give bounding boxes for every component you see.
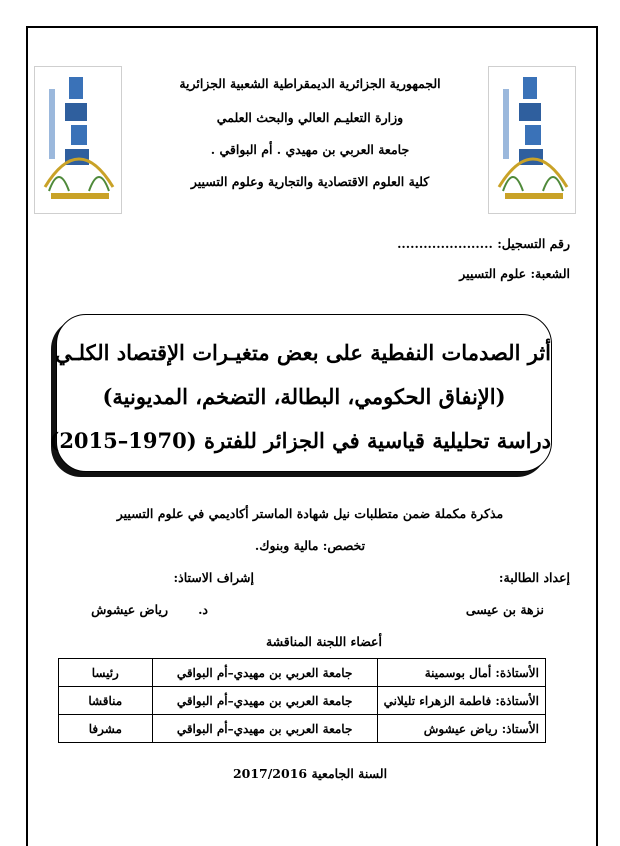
supervisor-label: إشراف الاستاذ: [173, 570, 254, 585]
university-line: جامعة العربي بن مهيدي . أم البواقي . [210, 142, 410, 157]
member-university: جامعة العربي بن مهيدي–أم البواقي [152, 715, 377, 743]
supervisor-title: د. [198, 602, 208, 617]
title-line-2: (الإنفاق الحكومي، البطالة، التضخم، المديونية) [102, 384, 506, 409]
memo-line: مذكرة مكملة ضمن متطلبات نيل شهادة الماستر أكاديمي في علوم التسيير [116, 506, 504, 521]
registration-label: رقم التسجيل: [497, 236, 570, 251]
member-role: مشرفا [59, 715, 153, 743]
member-university: جامعة العربي بن مهيدي–أم البواقي [152, 659, 377, 687]
committee-heading: أعضاء اللجنة المناقشة [265, 634, 382, 649]
member-role: رئيسا [59, 659, 153, 687]
registration-value: ...................... [397, 236, 493, 251]
member-university: جامعة العربي بن مهيدي–أم البواقي [152, 687, 377, 715]
student-name: نزهة بن عيسى [465, 602, 544, 617]
table-row [59, 659, 546, 687]
registration-row [397, 236, 570, 251]
committee-table [58, 658, 546, 743]
specialty-line: تخصص: مالية وبنوك. [254, 538, 366, 553]
branch-row [459, 266, 570, 281]
title-line-3: دراسة تحليلية قياسية في الجزائر للفترة (1970–2015) [49, 428, 551, 453]
supervisor-name: رياض عيشوش [91, 602, 168, 617]
branch-label: الشعبة: [530, 266, 570, 281]
republic-line: الجمهورية الجزائرية الديمقراطية الشعبية الجزائرية [179, 76, 441, 91]
table-row [59, 687, 546, 715]
member-name: الأستاذة: أمال بوسمينة [377, 659, 545, 687]
member-role: مناقشا [59, 687, 153, 715]
title-line-1: أثر الصدمات النفطية على بعض متغيـرات الإقتصاد الكلـي [54, 340, 551, 365]
faculty-line: كلية العلوم الاقتصادية والتجارية وعلوم التسيير [190, 174, 430, 189]
university-logo-left [34, 66, 122, 214]
table-row [59, 715, 546, 743]
thesis-title-box [49, 314, 552, 472]
university-logo-right [488, 66, 576, 214]
ministry-line: وزارة التعليـم العالي والبحث العلمي [216, 110, 404, 125]
member-name: الأستاذة: فاطمة الزهراء تليلاني [377, 687, 545, 715]
branch-value: علوم التسيير [459, 266, 527, 281]
prepared-by-label: إعداد الطالبة: [498, 570, 570, 585]
member-name: الأستاذ: رياض عيشوش [377, 715, 545, 743]
academic-year: السنة الجامعية 2017/2016 [232, 766, 388, 781]
